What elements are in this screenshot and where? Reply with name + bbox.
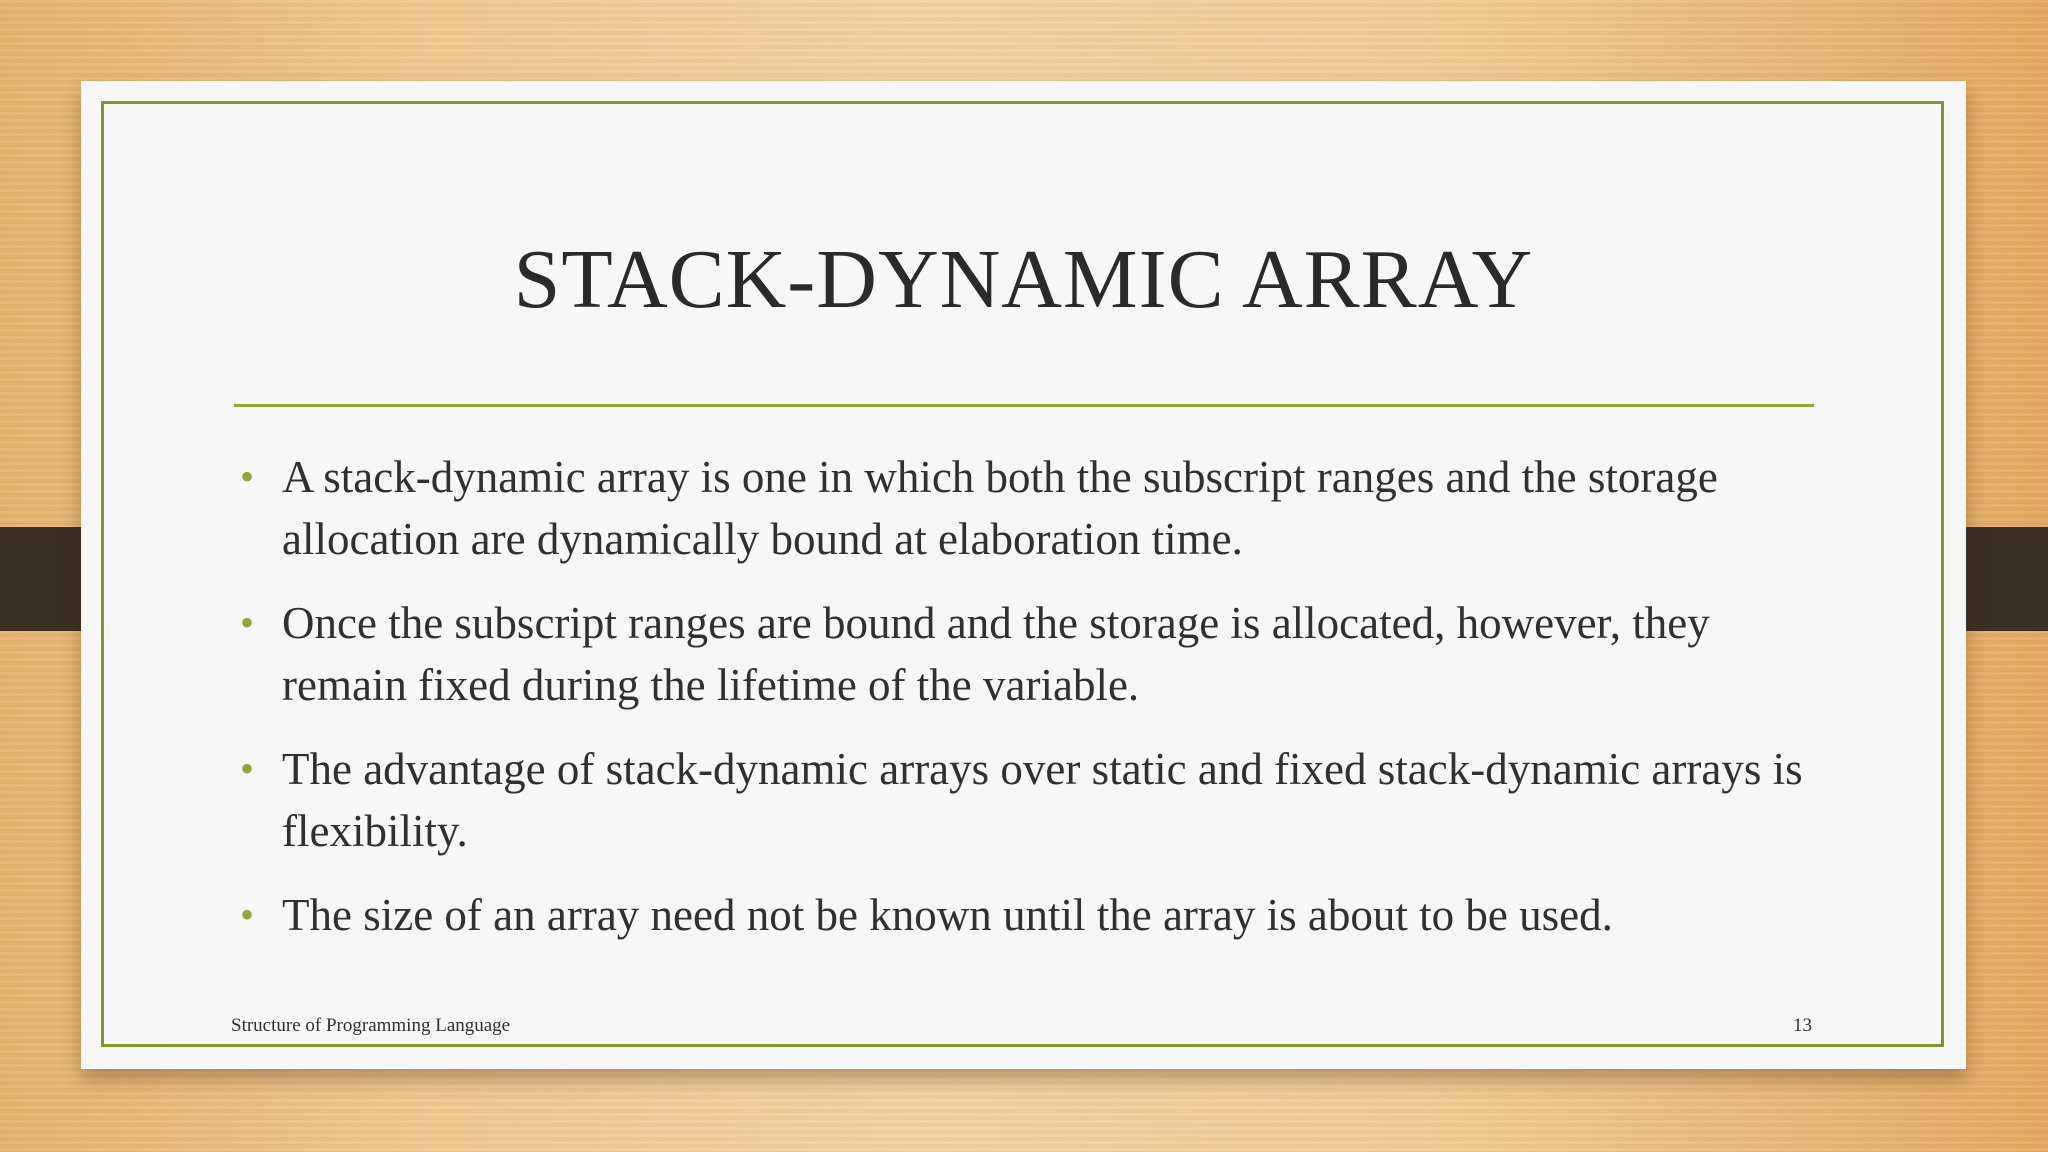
bullet-text: The advantage of stack-dynamic arrays over static and fixed stack-dynamic arrays is flexibility.	[282, 744, 1803, 856]
slide-title: STACK-DYNAMIC ARRAY	[513, 233, 1534, 326]
slide	[81, 81, 1966, 1069]
footer-text: Structure of Programming Language	[231, 1015, 511, 1036]
bullet-list	[234, 446, 1834, 968]
bullet-icon: •	[240, 600, 255, 645]
bullet-text: A stack-dynamic array is one in which both the subscript ranges and the storage allocation are dynamically bound at elaboration time.	[282, 452, 1718, 564]
page-number: 13	[1793, 1015, 1812, 1036]
bullet-item	[234, 592, 1834, 716]
bullet-text: The size of an array need not be known until the array is about to be used.	[282, 890, 1613, 940]
bullet-icon: •	[240, 746, 255, 791]
bullet-icon: •	[240, 892, 255, 937]
bullet-item	[234, 884, 1834, 946]
bullet-text: Once the subscript ranges are bound and the storage is allocated, however, they remain fixed during the lifetime of the variable.	[282, 598, 1710, 710]
bullet-item	[234, 738, 1834, 862]
bullet-item	[234, 446, 1834, 570]
bullet-icon: •	[240, 454, 255, 499]
title-divider	[234, 404, 1814, 407]
